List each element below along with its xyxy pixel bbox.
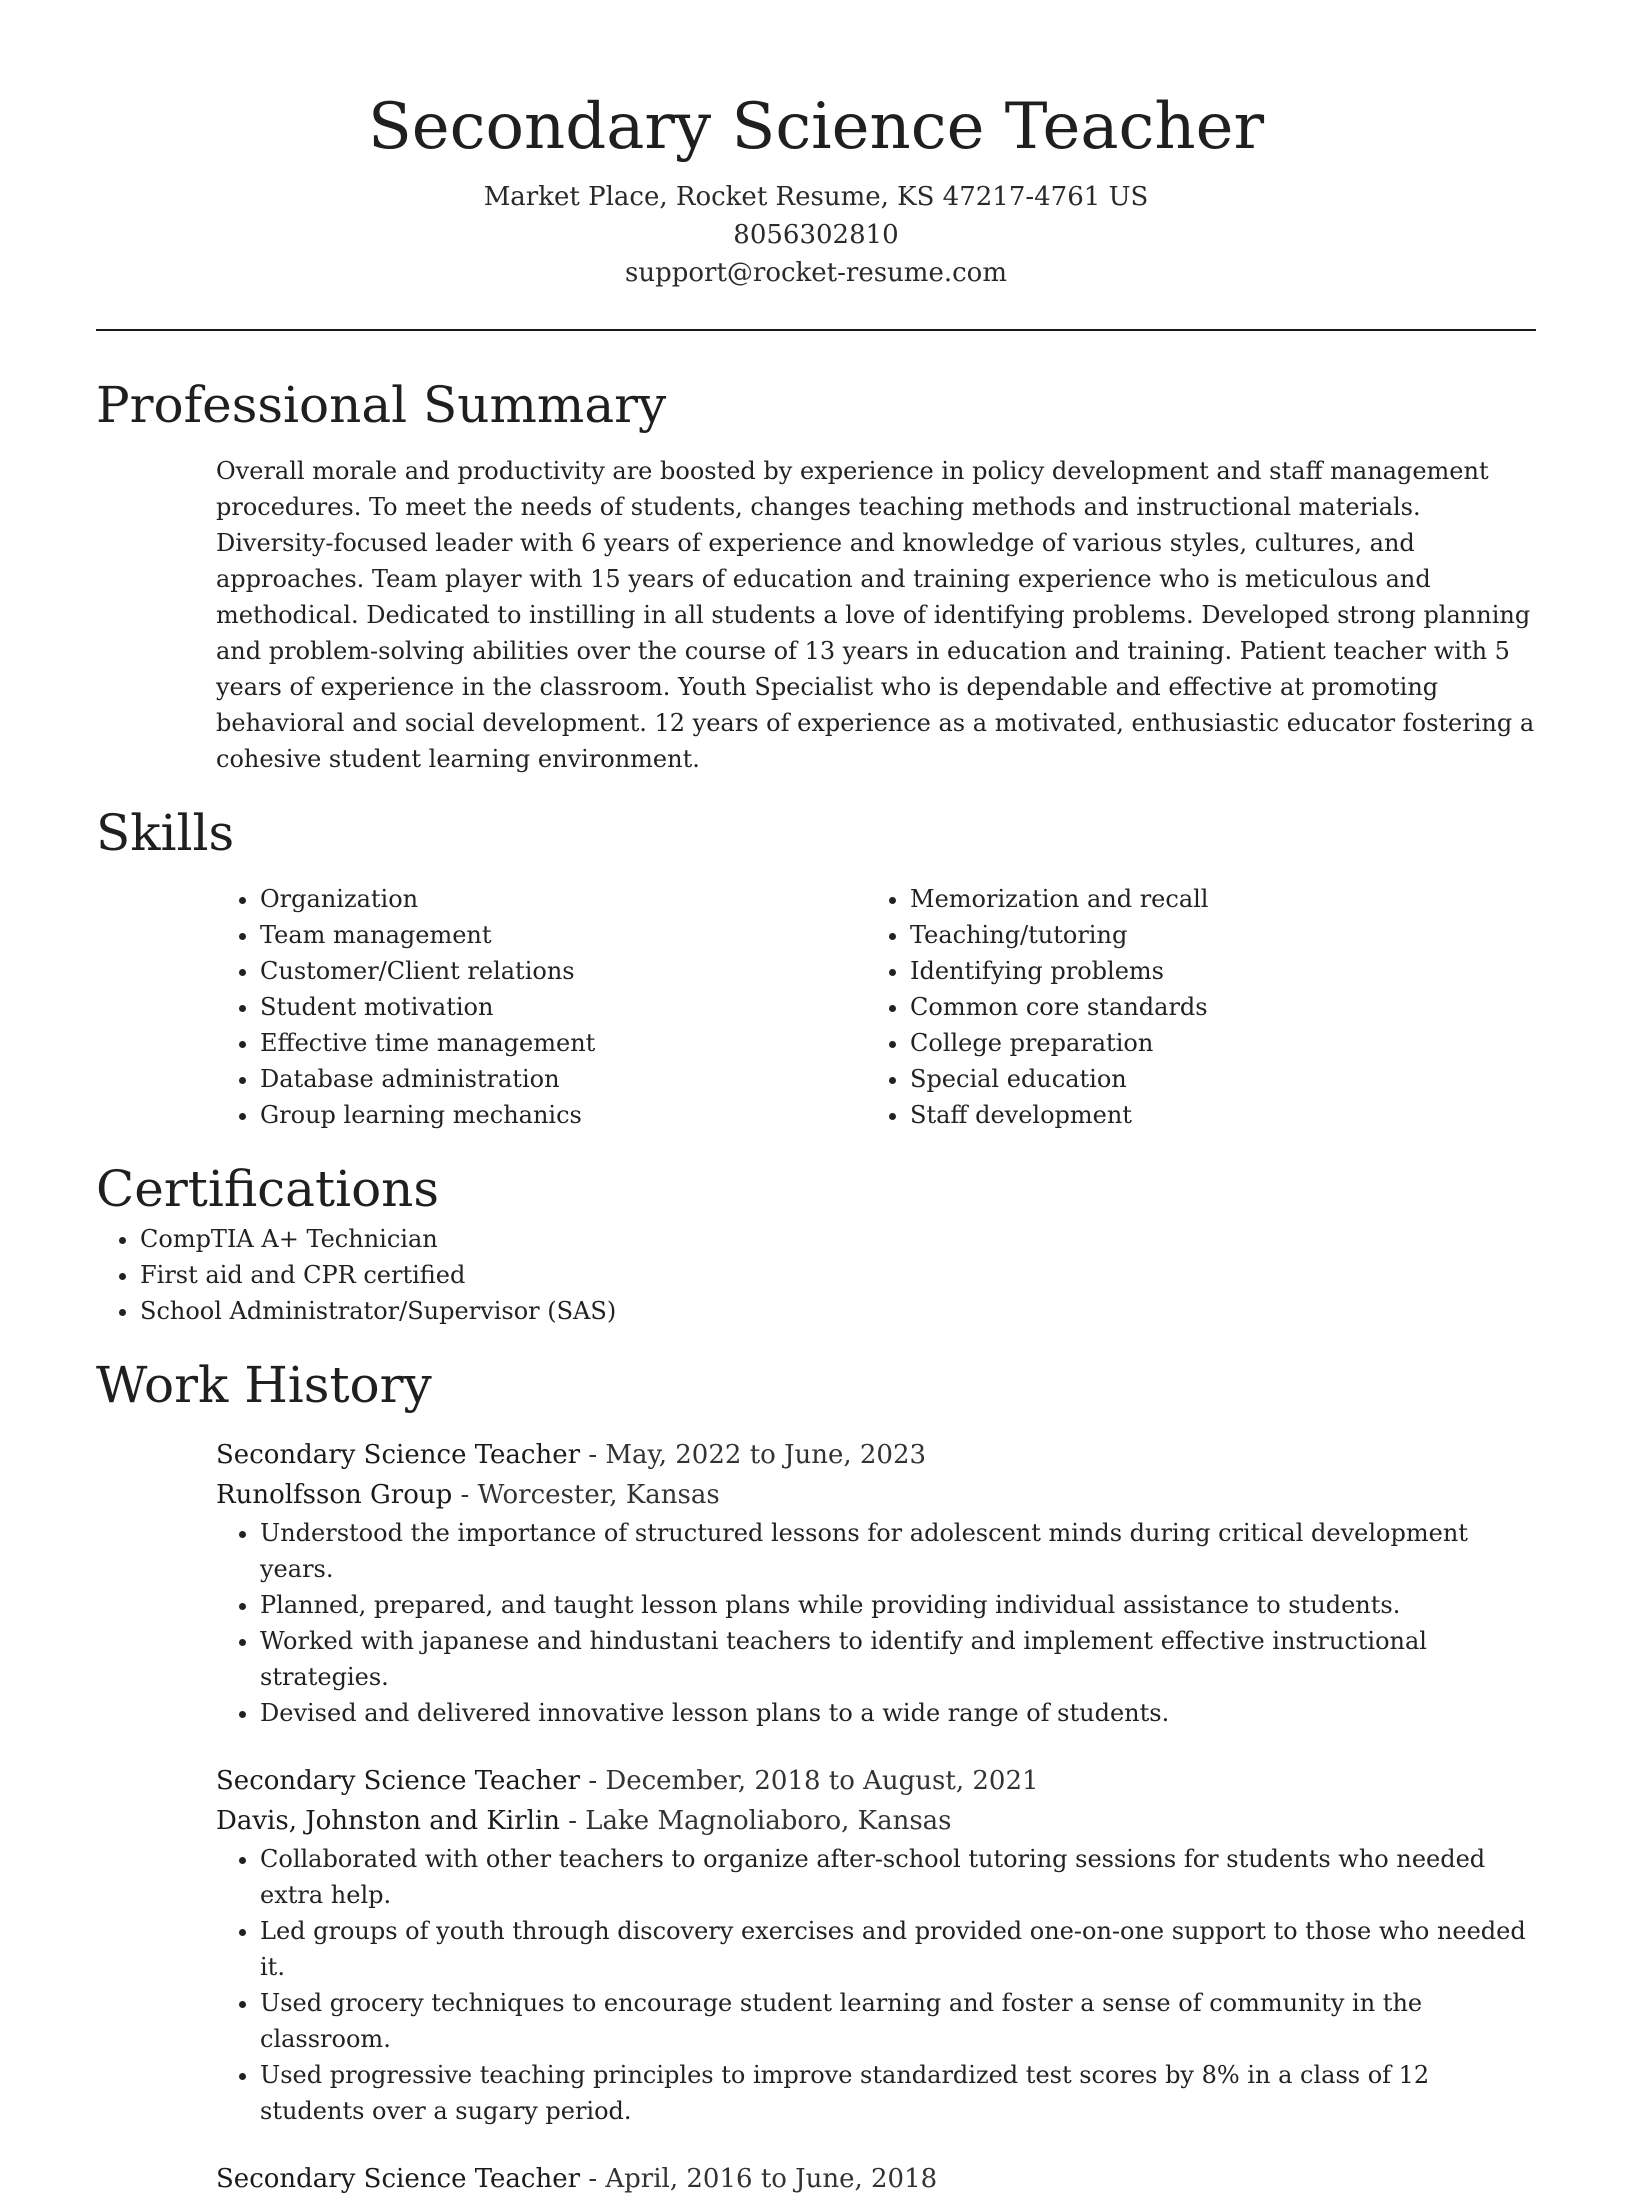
candidate-name: Secondary Science Teacher [367, 90, 1265, 164]
job-bullet: • Devised and delivered innovative lesson plans to a wide range of students. [260, 1695, 1536, 1731]
job-bullet: • Collaborated with other teachers to organize after-school tutoring sessions for students who needed extra help. [260, 1841, 1536, 1913]
skill-item: • College preparation [910, 1025, 1516, 1061]
skill-item: • Memorization and recall [910, 881, 1516, 917]
job-entry [216, 1761, 1536, 2129]
job-bullet: • Understood the importance of structured lessons for adolescent minds during critical development years. [260, 1515, 1536, 1587]
job-bullet: • Worked with japanese and hindustani teachers to identify and implement effective instructional strategies. [260, 1623, 1536, 1695]
skills-column-right [866, 881, 1516, 1133]
job-location: - Worcester, Kansas [460, 1480, 720, 1510]
job-bullet: • Used grocery techniques to encourage student learning and foster a sense of community in the classroom. [260, 1985, 1536, 2057]
header-divider [96, 329, 1536, 331]
job-title-line [216, 1761, 1536, 1801]
job-bullets [216, 1841, 1536, 2129]
job-entry [216, 1435, 1536, 1731]
skills-grid [216, 881, 1536, 1133]
job-bullet: • Used progressive teaching principles to improve standardized test scores by 8% in a class of 12 students over a sugary period. [260, 2057, 1536, 2129]
skill-item: • Teaching/tutoring [910, 917, 1516, 953]
job-entry [216, 2159, 1536, 2199]
job-location: - Lake Magnoliaboro, Kansas [568, 1806, 952, 1836]
job-title-line [216, 2159, 1536, 2199]
job-company: Runolfsson Group [216, 1480, 453, 1510]
certification-item: • CompTIA A+ Technician [140, 1221, 1536, 1257]
certification-item: • First aid and CPR certified [140, 1257, 1536, 1293]
job-bullet: • Led groups of youth through discovery exercises and provided one-on-one support to those who needed it. [260, 1913, 1536, 1985]
job-title-line [216, 1435, 1536, 1475]
job-company-line [216, 1801, 1536, 1841]
address: Market Place, Rocket Resume, KS 47217-4761 US [483, 182, 1149, 212]
job-role: Secondary Science Teacher [216, 2164, 581, 2194]
section-title-certifications: Certifications [96, 1160, 440, 1218]
summary-text: Overall morale and productivity are boosted by experience in policy development and staff management procedures. To meet the needs of students, changes teaching methods and instructional materials. Diversity-focused leader with 6 years of experience and knowledge of various styles, cultures, and approaches. Team player with 15 years of education and training experience who is meticulous and methodical. Dedicated to instilling in all students a love of identifying problems. Developed strong planning and problem-solving abilities over the course of 13 years in education and training. Patient teacher with 5 years of experience in the classroom. Youth Specialist who is dependable and effective at promoting behavioral and social development. 12 years of experience as a motivated, enthusiastic educator fostering a cohesive student learning environment. [216, 457, 1535, 773]
skill-item: • Student motivation [260, 989, 866, 1025]
job-dates: - April, 2016 to June, 2018 [588, 2164, 938, 2194]
skill-item: • Team management [260, 917, 866, 953]
resume-page [96, 0, 1536, 2199]
skill-item: • Effective time management [260, 1025, 866, 1061]
resume-header [96, 0, 1536, 292]
skill-item: • Database administration [260, 1061, 866, 1097]
section-title-summary: Professional Summary [96, 376, 667, 434]
job-bullets [216, 1515, 1536, 1731]
job-company-line [216, 1475, 1536, 1515]
skills-column-left [216, 881, 866, 1133]
job-role: Secondary Science Teacher [216, 1440, 581, 1470]
skill-item: • Common core standards [910, 989, 1516, 1025]
email-address: support@rocket-resume.com [624, 258, 1007, 288]
section-title-skills: Skills [96, 804, 235, 862]
job-dates: - May, 2022 to June, 2023 [588, 1440, 927, 1470]
skill-item: • Customer/Client relations [260, 953, 866, 989]
certifications-list [96, 1221, 1536, 1329]
job-company: Davis, Johnston and Kirlin [216, 1806, 560, 1836]
skill-item: • Staff development [910, 1097, 1516, 1133]
job-bullet: • Planned, prepared, and taught lesson plans while providing individual assistance to students. [260, 1587, 1536, 1623]
phone-number: 8056302810 [733, 220, 899, 250]
job-dates: - December, 2018 to August, 2021 [588, 1766, 1039, 1796]
job-role: Secondary Science Teacher [216, 1766, 581, 1796]
skill-item: • Special education [910, 1061, 1516, 1097]
section-title-work-history: Work History [96, 1356, 432, 1414]
certification-item: • School Administrator/Supervisor (SAS) [140, 1293, 1536, 1329]
skill-item: • Identifying problems [910, 953, 1516, 989]
skill-item: • Organization [260, 881, 866, 917]
skill-item: • Group learning mechanics [260, 1097, 866, 1133]
